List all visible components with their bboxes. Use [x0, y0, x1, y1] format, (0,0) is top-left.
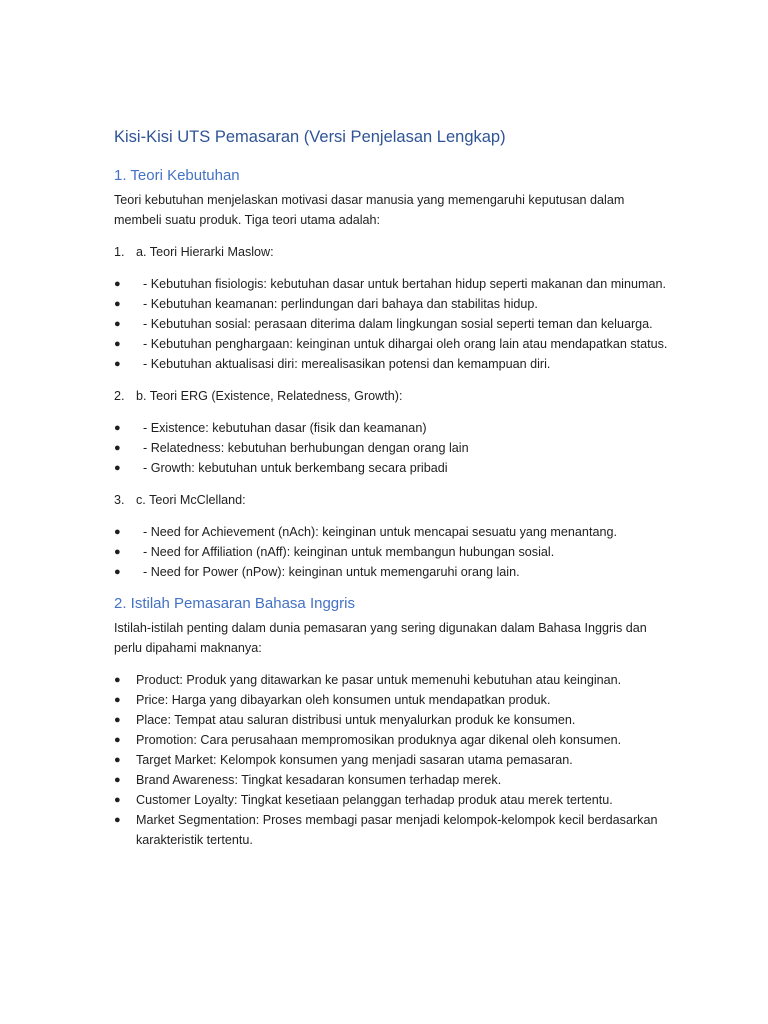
bullet-icon: ● [114, 358, 121, 370]
bullet-list [114, 274, 674, 374]
list-item [114, 354, 674, 374]
bullet-icon: ● [114, 566, 121, 578]
list-item-text: - Existence: kebutuhan dasar (fisik dan keamanan) [136, 421, 427, 435]
list-item-text: Promotion: Cara perusahaan mempromosikan produknya agar dikenal oleh konsumen. [136, 733, 622, 747]
list-item-text: - Need for Power (nPow): keinginan untuk memengaruhi orang lain. [136, 565, 520, 579]
list-item [114, 458, 674, 478]
bullet-list [114, 418, 674, 478]
list-item [114, 750, 674, 770]
bullet-icon: ● [114, 674, 121, 686]
item-number: 2. [114, 389, 125, 403]
list-item [114, 274, 674, 294]
bullet-list [114, 522, 674, 582]
list-item-text: - Need for Affiliation (nAff): keinginan untuk membangun hubungan sosial. [136, 545, 555, 559]
bullet-icon: ● [114, 774, 121, 786]
list-item-text: Target Market: Kelompok konsumen yang menjadi sasaran utama pemasaran. [136, 753, 573, 767]
item-label: b. Teori ERG (Existence, Relatedness, Growth): [136, 389, 403, 403]
numbered-item [114, 242, 674, 262]
item-number: 1. [114, 245, 125, 259]
list-item [114, 710, 674, 730]
bullet-icon: ● [114, 338, 121, 350]
bullet-icon: ● [114, 734, 121, 746]
bullet-icon: ● [114, 442, 121, 454]
list-item [114, 690, 674, 710]
bullet-icon: ● [114, 422, 121, 434]
list-item-text: Market Segmentation: Proses membagi pasar menjadi kelompok-kelompok kecil berdasarkan karakteristik tertentu. [136, 813, 658, 847]
numbered-item [114, 386, 674, 406]
bullet-icon: ● [114, 526, 121, 538]
list-item-text: - Need for Achievement (nAch): keinginan untuk mencapai sesuatu yang menantang. [136, 525, 617, 539]
section-heading: 2. Istilah Pemasaran Bahasa Inggris [114, 595, 355, 612]
item-number: 3. [114, 493, 125, 507]
list-item-text: - Relatedness: kebutuhan berhubungan dengan orang lain [136, 441, 469, 455]
list-item [114, 770, 674, 790]
bullet-icon: ● [114, 546, 121, 558]
bullet-icon: ● [114, 318, 121, 330]
bullet-icon: ● [114, 794, 121, 806]
list-item-text: Customer Loyalty: Tingkat kesetiaan pelanggan terhadap produk atau merek tertentu. [136, 793, 613, 807]
item-label: c. Teori McClelland: [136, 493, 246, 507]
bullet-icon: ● [114, 462, 121, 474]
section-istilah-pemasaran [114, 594, 674, 850]
list-item [114, 810, 674, 850]
list-item-text: Place: Tempat atau saluran distribusi untuk menyalurkan produk ke konsumen. [136, 713, 576, 727]
bullet-icon: ● [114, 814, 121, 826]
list-item [114, 418, 674, 438]
list-item [114, 670, 674, 690]
document-page [114, 126, 674, 862]
bullet-icon: ● [114, 714, 121, 726]
list-item [114, 790, 674, 810]
bullet-icon: ● [114, 278, 121, 290]
list-item-text: - Kebutuhan aktualisasi diri: merealisasikan potensi dan kemampuan diri. [136, 357, 551, 371]
section-intro: Istilah-istilah penting dalam dunia pemasaran yang sering digunakan dalam Bahasa Inggris dan perlu dipahami maknanya: [114, 621, 647, 655]
bullet-list [114, 670, 674, 850]
bullet-icon: ● [114, 694, 121, 706]
list-item-text: Product: Produk yang ditawarkan ke pasar untuk memenuhi kebutuhan atau keinginan. [136, 673, 622, 687]
list-item [114, 562, 674, 582]
list-item-text: - Growth: kebutuhan untuk berkembang secara pribadi [136, 461, 448, 475]
list-item-text: Brand Awareness: Tingkat kesadaran konsumen terhadap merek. [136, 773, 502, 787]
section-intro: Teori kebutuhan menjelaskan motivasi dasar manusia yang memengaruhi keputusan dalam membeli suatu produk. Tiga teori utama adalah: [114, 193, 625, 227]
numbered-item [114, 490, 674, 510]
list-item [114, 294, 674, 314]
list-item [114, 438, 674, 458]
list-item-text: - Kebutuhan keamanan: perlindungan dari bahaya dan stabilitas hidup. [136, 297, 538, 311]
list-item-text: Price: Harga yang dibayarkan oleh konsumen untuk mendapatkan produk. [136, 693, 551, 707]
list-item [114, 522, 674, 542]
bullet-icon: ● [114, 754, 121, 766]
list-item-text: - Kebutuhan sosial: perasaan diterima dalam lingkungan sosial seperti teman dan keluarga. [136, 317, 653, 331]
list-item-text: - Kebutuhan fisiologis: kebutuhan dasar untuk bertahan hidup seperti makanan dan minuman. [136, 277, 666, 291]
section-teori-kebutuhan [114, 166, 674, 582]
list-item [114, 730, 674, 750]
section-heading: 1. Teori Kebutuhan [114, 167, 240, 184]
item-label: a. Teori Hierarki Maslow: [136, 245, 274, 259]
document-title: Kisi-Kisi UTS Pemasaran (Versi Penjelasan Lengkap) [114, 128, 506, 146]
list-item [114, 314, 674, 334]
bullet-icon: ● [114, 298, 121, 310]
list-item [114, 542, 674, 562]
list-item [114, 334, 674, 354]
list-item-text: - Kebutuhan penghargaan: keinginan untuk dihargai oleh orang lain atau mendapatkan status. [136, 337, 668, 351]
